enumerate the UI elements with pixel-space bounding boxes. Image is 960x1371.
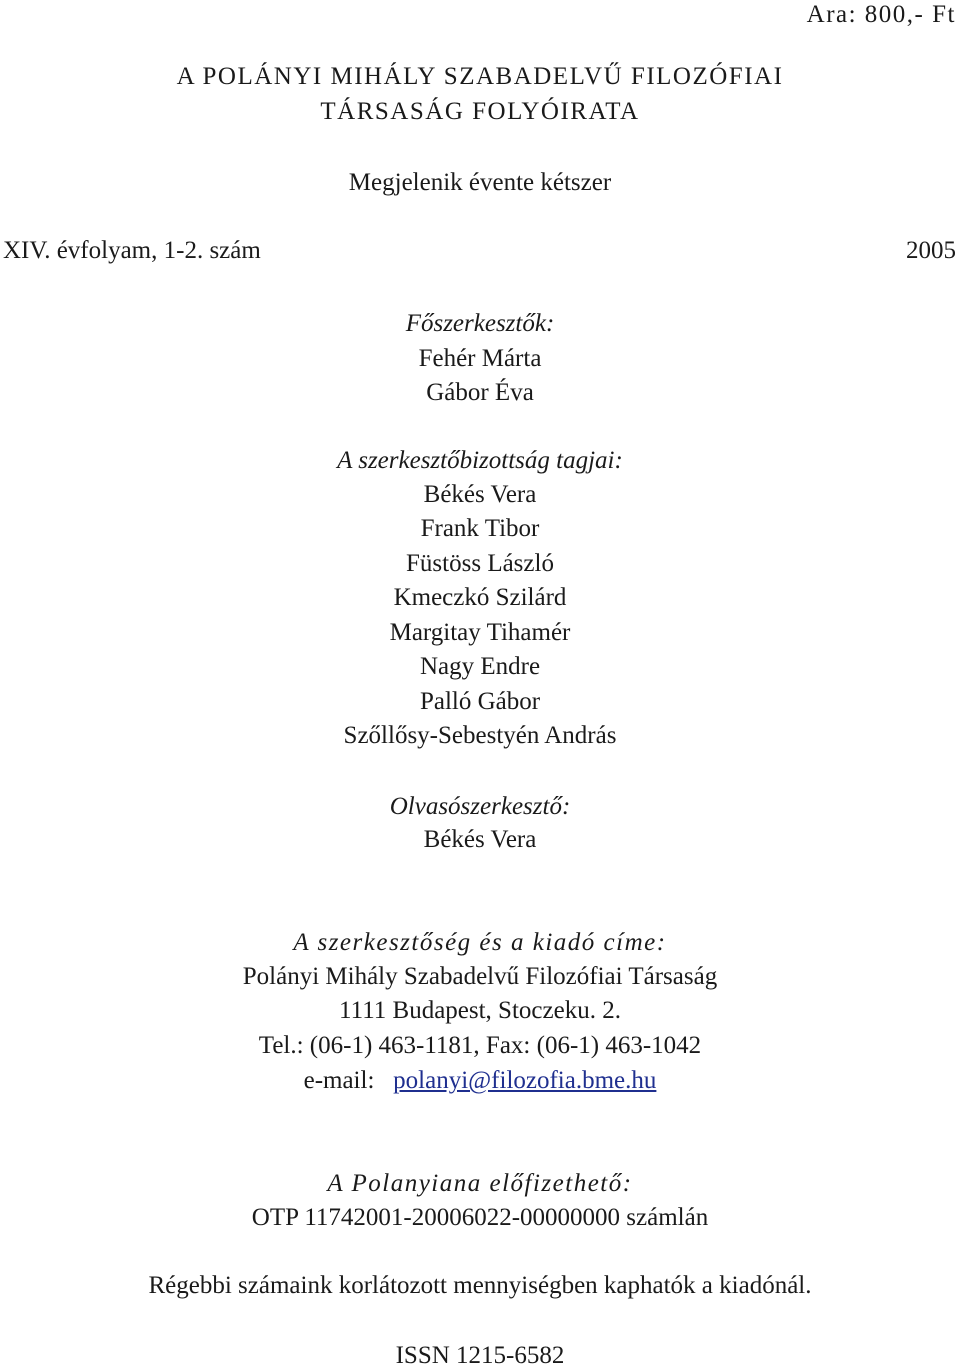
board-member: Frank Tibor [420,515,540,542]
board-heading: A szerkesztőbizottság tagjai: [337,447,623,474]
subscription-account: OTP 11742001-20006022-00000000 számlán [251,1204,709,1231]
board-member: Füstöss László [406,550,554,577]
publication-frequency: Megjelenik évente kétszer [348,169,612,196]
publisher-name: Polányi Mihály Szabadelvű Filozófiai Társaság [242,963,718,990]
publisher-phone-fax: Tel.: (06-1) 463-1181, Fax: (06-1) 463-1042 [258,1032,702,1059]
chief-editor-name: Gábor Éva [426,379,534,406]
publication-year: 2005 [906,237,956,264]
reader-editor-name: Békés Vera [423,826,537,853]
reader-editor-heading: Olvasószerkesztő: [389,793,571,820]
board-member: Békés Vera [423,481,537,508]
volume-issue: XIV. évfolyam, 1-2. szám [3,237,261,264]
board-member: Margitay Tihamér [389,619,571,646]
board-member: Nagy Endre [419,653,541,680]
back-issues-notice: Régebbi számaink korlátozott mennyiségben kaphatók a kiadónál. [148,1272,812,1299]
price-label: Ara: 800,- Ft [806,1,956,28]
address-heading: A szerkesztőség és a kiadó címe: [293,929,667,956]
email-label: e-mail: [303,1067,375,1094]
email-row [0,1066,960,1096]
journal-title-line2: TÁRSASÁG FOLYÓIRATA [320,98,640,125]
email-link[interactable]: polanyi@filozofia.bme.hu [393,1067,657,1094]
publisher-street: 1111 Budapest, Stoczeku. 2. [339,997,621,1024]
board-member: Szőllősy-Sebestyén András [343,722,617,749]
subscription-heading: A Polanyiana előfizethető: [327,1170,633,1197]
issn: ISSN 1215-6582 [395,1342,565,1369]
journal-title-line1: A POLÁNYI MIHÁLY SZABADELVŰ FILOZÓFIAI [176,63,784,90]
chief-editor-name: Fehér Márta [418,345,542,372]
board-member: Palló Gábor [419,688,541,715]
chief-editors-heading: Főszerkesztők: [405,310,555,337]
board-member: Kmeczkó Szilárd [393,584,567,611]
